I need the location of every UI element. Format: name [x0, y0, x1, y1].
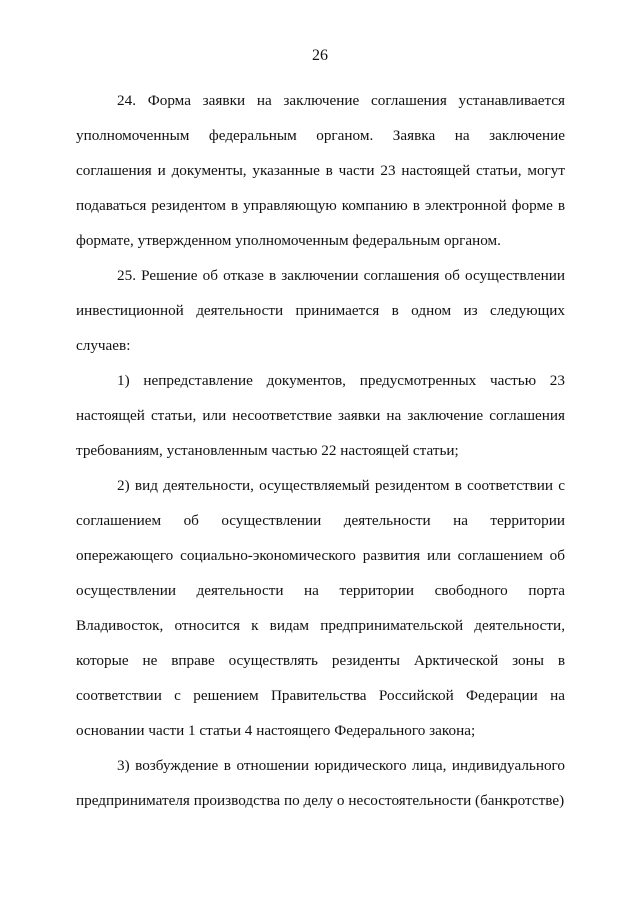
- list-item-2: 2) вид деятельности, осуществляемый резидентом в соответствии с соглашением об осуществлении деятельности на территории опережающего социально-экономического развития или соглашением об осуществлении деятельности на территории свободного порта Владивосток, относится к видам предпринимательской деятельности, которые не вправе осуществлять резиденты Арктической зоны в соответствии с решением Правительства Российской Федерации на основании части 1 статьи 4 настоящего Федерального закона;: [76, 477, 565, 739]
- list-item-3: 3) возбуждение в отношении юридического лица, индивидуального предпринимателя производства по делу о несостоятельности (банкротстве): [76, 757, 565, 809]
- paragraph-24: 24. Форма заявки на заключение соглашения устанавливается уполномоченным федеральным органом. Заявка на заключение соглашения и документы, указанные в части 23 настоящей статьи, могут подаваться резидентом в управляющую компанию в электронной форме в формате, утвержденном уполномоченным федеральным органом.: [76, 92, 565, 249]
- page-number: 26: [312, 47, 328, 64]
- paragraph-25: 25. Решение об отказе в заключении соглашения об осуществлении инвестиционной деятельности принимается в одном из следующих случаев:: [76, 267, 565, 354]
- list-item-1: 1) непредставление документов, предусмотренных частью 23 настоящей статьи, или несоответствие заявки на заключение соглашения требованиям, установленным частью 22 настоящей статьи;: [76, 372, 565, 459]
- document-body: [76, 83, 565, 818]
